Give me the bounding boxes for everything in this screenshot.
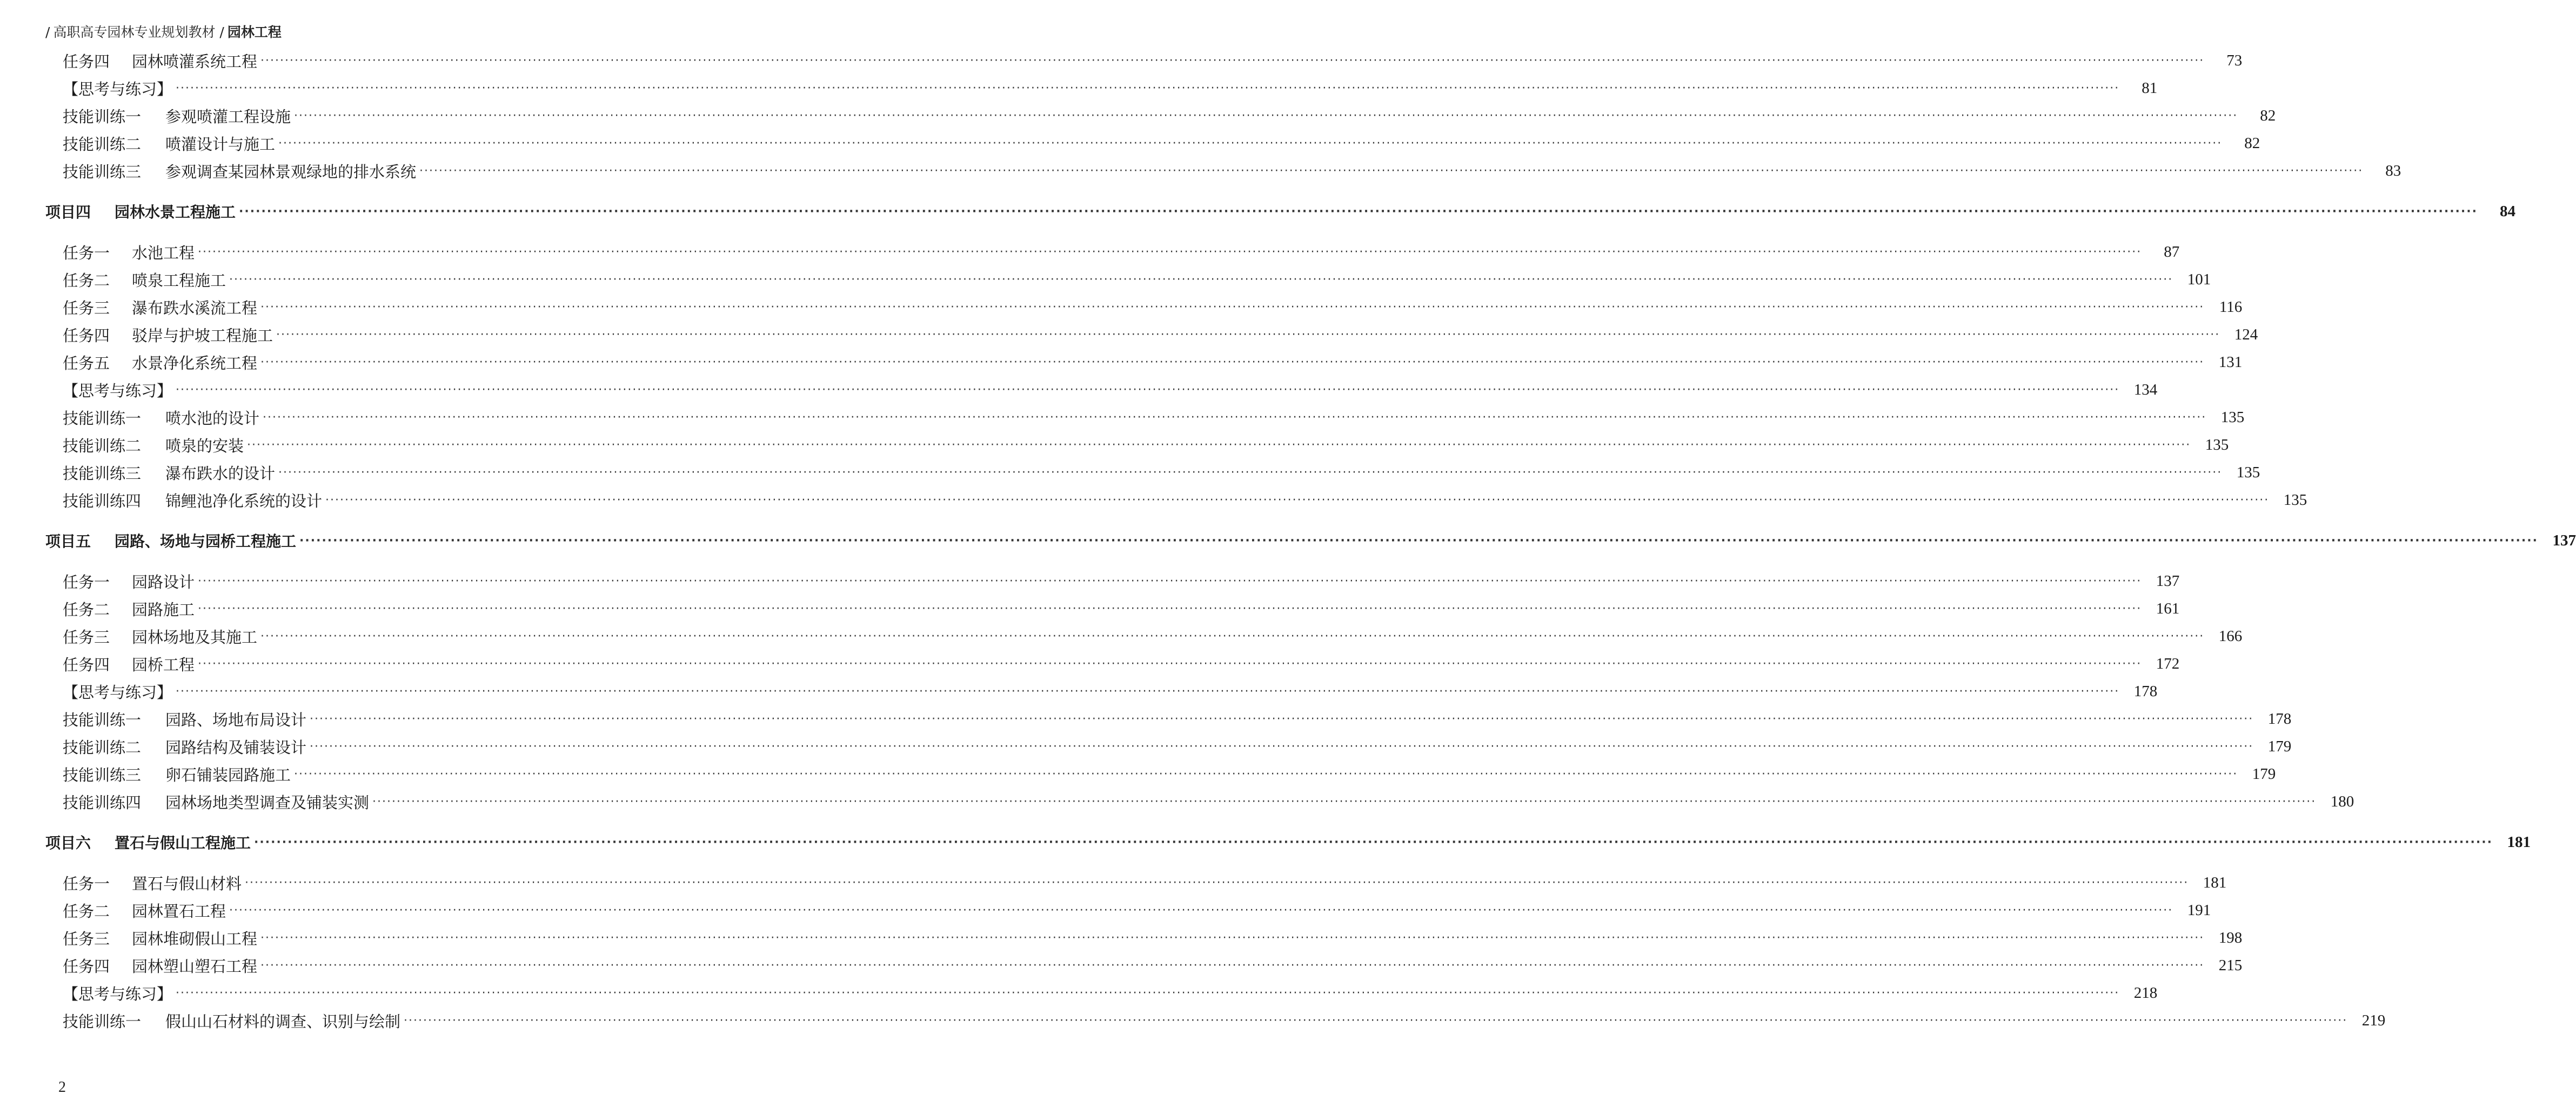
toc-entry-title: 园林水景工程施工: [115, 203, 236, 221]
toc-leader-dots: ················································································································································································································································································································································································································: [176, 383, 2120, 397]
toc-entry-skill: [63, 763, 2276, 785]
toc-entry-title: 园林堆砌假山工程: [132, 929, 258, 948]
toc-entry-page: 101: [2187, 270, 2211, 288]
toc-entry-label: [63, 736, 306, 758]
toc-entry-title: 水景净化系统工程: [132, 354, 258, 372]
toc-leader-dots: ················································································································································································································································································································································································································: [229, 272, 2173, 286]
toc-entry-task: [63, 927, 2243, 949]
toc-entry-label: [63, 406, 259, 429]
toc-entry-number: 技能训练三: [63, 464, 142, 483]
toc-leader-dots: ················································································································································································································································································································································································································: [198, 657, 2142, 671]
toc-entry-page: 215: [2218, 956, 2243, 974]
toc-entry-title: 喷泉工程施工: [132, 271, 226, 290]
page-number: 2: [58, 1079, 66, 1096]
toc-entry-project: [45, 201, 2515, 222]
toc-entry-task: [63, 324, 2258, 345]
toc-entry-label: [63, 269, 226, 291]
toc-entry-number: 任务四: [63, 52, 110, 71]
toc-entry-label: [63, 570, 195, 592]
toc-leader-dots: ················································································································································································································································································································································································································: [198, 602, 2142, 616]
toc-entry-task: [63, 50, 2243, 71]
toc-entry-title: 园路、场地与园桥工程施工: [115, 532, 297, 550]
toc-entry-title: 置石与假山材料: [132, 874, 242, 893]
toc-entry-number: 技能训练三: [63, 765, 142, 784]
toc-entry-project: [45, 530, 2576, 551]
toc-entry-title: 假山山石材料的调查、识别与绘制: [165, 1012, 401, 1031]
toc-entry-title: 喷泉的安装: [165, 436, 244, 455]
toc-entry-title: 置石与假山工程施工: [115, 834, 251, 852]
toc-entry-task: [63, 653, 2180, 675]
toc-entry-page: 172: [2156, 655, 2180, 672]
toc-entry-title: 园林场地及其施工: [132, 628, 258, 646]
toc-entry-title: 喷水池的设计: [165, 409, 260, 428]
toc-entry-label: [63, 982, 172, 1004]
toc-entry-number: 任务一: [63, 874, 110, 893]
toc-entry-label: [63, 351, 257, 374]
toc-entry-label: [45, 831, 251, 853]
toc-entry-label: [63, 379, 172, 401]
toc-entry-title: 园桥工程: [132, 655, 195, 674]
toc-entry-number: 任务二: [63, 271, 110, 290]
toc-entry-title: 园林塑山塑石工程: [132, 957, 258, 976]
toc-leader-dots: ················································································································································································································································································································································································································: [310, 712, 2254, 726]
toc-entry-page: 179: [2252, 765, 2276, 783]
toc-entry-page: 161: [2156, 599, 2180, 617]
book-title: 园林工程: [227, 24, 282, 40]
toc-entry-title: 【思考与练习】: [63, 984, 173, 1003]
toc-entry-skill: [63, 489, 2307, 511]
toc-entry-title: 园路设计: [132, 572, 195, 591]
series-title: 高职高专园林专业规划教材: [53, 24, 216, 40]
toc-entry-task: [63, 296, 2243, 318]
toc-entry-title: 园路、场地布局设计: [165, 710, 307, 729]
toc-entry-label: [63, 434, 244, 456]
toc-leader-dots: ················································································································································································································································································································································································································: [263, 410, 2207, 424]
toc-leader-dots: ················································································································································································································································································································································································································: [260, 54, 2205, 68]
toc-entry-title: 参观调查某园林景观绿地的排水系统: [165, 162, 417, 181]
toc-entry-page: 137: [2552, 531, 2576, 549]
toc-entry-task: [63, 955, 2243, 976]
toc-leader-dots: ················································································································································································································································································································································································································: [176, 684, 2120, 698]
toc-leader-dots: ················································································································································································································································································································································································································: [198, 245, 2142, 259]
toc-entry-skill: [63, 791, 2354, 812]
toc-entry-label: [63, 681, 172, 703]
toc-entry-label: [63, 489, 322, 511]
toc-entry-skill: [63, 708, 2292, 730]
toc-entry-label: [63, 77, 172, 99]
toc-entry-label: [63, 927, 257, 949]
toc-leader-dots: ················································································································································································································································································································································································································: [254, 835, 2493, 849]
toc-entry-label: [45, 530, 296, 551]
toc-entry-number: 任务三: [63, 628, 110, 646]
toc-entry-title: 驳岸与护坡工程施工: [132, 326, 273, 345]
toc-entry-page: 180: [2330, 792, 2354, 810]
toc-entry-task: [63, 872, 2227, 893]
toc-entry-label: [45, 201, 236, 222]
toc-entry-title: 园路结构及铺装设计: [165, 738, 307, 757]
toc-entry-skill: [63, 406, 2245, 428]
toc-entry-label: [63, 708, 306, 730]
toc-leader-dots: ················································································································································································································································································································································································································: [176, 986, 2120, 1000]
toc-entry-task: [63, 899, 2211, 921]
toc-entry-number: 技能训练一: [63, 409, 142, 428]
toc-leader-dots: ················································································································································································································································································································································································································: [294, 109, 2238, 123]
toc-entry-skill: [63, 160, 2401, 182]
toc-leader-dots: ················································································································································································································································································································································································································: [404, 1013, 2348, 1028]
toc-entry-number: 任务二: [63, 600, 110, 619]
toc-entry-page: 181: [2507, 833, 2531, 851]
toc-entry-label: [63, 598, 195, 620]
toc-entry-title: 园林置石工程: [132, 902, 226, 921]
toc-entry-label: [63, 625, 257, 648]
toc-entry-page: 219: [2361, 1011, 2386, 1029]
toc-entry-label: [63, 1010, 400, 1032]
toc-entry-title: 瀑布跌水的设计: [165, 464, 276, 483]
toc-entry-title: 瀑布跌水溪流工程: [132, 298, 258, 317]
toc-leader-dots: ················································································································································································································································································································································································································: [278, 465, 2223, 479]
toc-leader-dots: ················································································································································································································································································································································································································: [239, 204, 2478, 218]
toc-entry-page: 135: [2236, 463, 2260, 481]
toc-entry-page: 82: [2260, 106, 2276, 124]
toc-entry-label: [63, 105, 291, 127]
toc-entry-skill: [63, 132, 2260, 154]
toc-entry-page: 178: [2267, 710, 2292, 728]
toc-entry-page: 166: [2218, 627, 2243, 645]
toc-entry-number: 任务三: [63, 298, 110, 317]
toc-entry-page: 84: [2499, 202, 2515, 220]
toc-entry-task: [63, 269, 2211, 290]
toc-entry-page: 179: [2267, 737, 2292, 755]
toc-entry-title: 水池工程: [132, 243, 195, 262]
toc-entry-project: [45, 831, 2531, 853]
toc-leader-dots: ················································································································································································································································································································································································································: [325, 493, 2270, 507]
toc-entry-page: 124: [2234, 325, 2258, 343]
toc-entry-skill: [63, 462, 2260, 483]
toc-entry-page: 178: [2133, 682, 2158, 700]
toc-entry-number: 技能训练一: [63, 710, 142, 729]
toc-entry-label: [63, 899, 226, 922]
toc-entry-number: 项目四: [45, 203, 91, 221]
toc-entry-section: [63, 982, 2158, 1004]
toc-leader-dots: ················································································································································································································································································································································································································: [176, 81, 2120, 95]
toc-entry-label: [63, 296, 257, 318]
toc-leader-dots: ················································································································································································································································································································································································································: [260, 958, 2205, 972]
toc-entry-title: 锦鲤池净化系统的设计: [165, 491, 323, 510]
toc-leader-dots: ················································································································································································································································································································································································································: [245, 876, 2189, 890]
toc-entry-title: 喷灌设计与施工: [165, 135, 276, 154]
toc-entry-number: 任务四: [63, 326, 110, 345]
toc-entry-page: 82: [2244, 134, 2260, 152]
toc-leader-dots: ················································································································································································································································································································································································································: [247, 438, 2191, 452]
toc-entry-page: 73: [2226, 51, 2243, 69]
toc-entry-label: [63, 653, 195, 675]
toc-entry-page: 135: [2220, 408, 2245, 426]
toc-leader-dots: ················································································································································································································································································································································································································: [260, 355, 2205, 369]
toc-entry-number: 技能训练二: [63, 135, 142, 154]
toc-entry-title: 园林喷灌系统工程: [132, 52, 258, 71]
toc-entry-skill: [63, 1010, 2386, 1031]
header-slash: /: [219, 24, 224, 40]
toc-entry-title: 园路施工: [132, 600, 195, 619]
toc-entry-label: [63, 324, 273, 346]
toc-entry-title: 【思考与练习】: [63, 381, 173, 400]
toc-entry-label: [63, 241, 195, 263]
toc-entry-title: 【思考与练习】: [63, 683, 173, 702]
toc-entry-label: [63, 160, 416, 182]
toc-entry-number: 技能训练四: [63, 491, 142, 510]
toc-entry-number: 任务二: [63, 902, 110, 921]
toc-entry-number: 任务一: [63, 243, 110, 262]
toc-entry-label: [63, 132, 275, 155]
toc-entry-section: [63, 681, 2158, 702]
toc-entry-number: 技能训练二: [63, 738, 142, 757]
toc-entry-page: 191: [2187, 901, 2211, 919]
toc-entry-number: 技能训练一: [63, 107, 142, 126]
toc-entry-section: [63, 77, 2158, 99]
toc-entry-label: [63, 763, 291, 785]
toc-entry-page: 135: [2205, 436, 2229, 454]
toc-entry-title: 卵石铺装园路施工: [165, 765, 291, 784]
toc-entry-skill: [63, 736, 2292, 757]
toc-entry-page: 81: [2142, 79, 2158, 97]
toc-entry-page: 181: [2203, 873, 2227, 891]
toc-leader-dots: ················································································································································································································································································································································································································: [294, 767, 2238, 781]
toc-entry-page: 137: [2156, 572, 2180, 590]
toc-entry-page: 87: [2164, 243, 2180, 261]
toc-entry-title: 园林场地类型调查及铺装实测: [165, 793, 370, 812]
toc-leader-dots: ················································································································································································································································································································································································································: [310, 739, 2254, 753]
toc-entry-page: 134: [2133, 381, 2158, 398]
toc-entry-label: [63, 462, 275, 484]
toc-entry-label: [63, 955, 257, 977]
toc-entry-task: [63, 598, 2180, 619]
toc-entry-skill: [63, 434, 2229, 456]
toc-entry-section: [63, 379, 2158, 401]
toc-entry-task: [63, 570, 2180, 592]
toc-leader-dots: ················································································································································································································································································································································································································: [419, 164, 2364, 178]
toc-leader-dots: ················································································································································································································································································································································································································: [260, 629, 2205, 643]
toc-leader-dots: ················································································································································································································································································································································································································: [278, 136, 2223, 150]
toc-entry-title: 参观喷灌工程设施: [165, 107, 291, 126]
running-header: [45, 22, 282, 41]
toc-entry-number: 项目五: [45, 532, 91, 550]
toc-entry-task: [63, 241, 2180, 263]
toc-entry-label: [63, 791, 369, 813]
toc-entry-task: [63, 625, 2243, 647]
toc-entry-page: 198: [2218, 929, 2243, 946]
toc-leader-dots: ················································································································································································································································································································································································································: [198, 574, 2142, 588]
toc-entry-page: 116: [2219, 298, 2243, 316]
toc-entry-number: 技能训练一: [63, 1012, 142, 1031]
toc-entry-number: 技能训练二: [63, 436, 142, 455]
toc-entry-task: [63, 351, 2243, 373]
toc-entry-number: 任务四: [63, 957, 110, 976]
toc-entry-number: 技能训练三: [63, 162, 142, 181]
toc-entry-number: 项目六: [45, 834, 91, 852]
toc-entry-page: 83: [2385, 162, 2401, 179]
toc-leader-dots: ················································································································································································································································································································································································································: [299, 534, 2538, 548]
toc-entry-skill: [63, 105, 2276, 126]
toc-entry-page: 135: [2283, 491, 2307, 509]
toc-entry-number: 技能训练四: [63, 793, 142, 812]
toc-entry-label: [63, 872, 242, 894]
toc-entry-page: 218: [2133, 984, 2158, 1002]
toc-entry-number: 任务四: [63, 655, 110, 674]
toc-leader-dots: ················································································································································································································································································································································································································: [260, 931, 2205, 945]
toc-entry-number: 任务五: [63, 354, 110, 372]
toc-entry-page: 131: [2218, 353, 2243, 371]
header-slash: /: [45, 24, 50, 40]
toc-leader-dots: ················································································································································································································································································································································································································: [276, 328, 2220, 342]
toc-entry-title: 【思考与练习】: [63, 79, 173, 98]
toc-entry-number: 任务一: [63, 572, 110, 591]
toc-entry-label: [63, 50, 257, 72]
toc-entry-number: 任务三: [63, 929, 110, 948]
toc-leader-dots: ················································································································································································································································································································································································································: [372, 795, 2317, 809]
toc-leader-dots: ················································································································································································································································································································································································································: [260, 300, 2205, 314]
toc-leader-dots: ················································································································································································································································································································································································································: [229, 903, 2173, 917]
